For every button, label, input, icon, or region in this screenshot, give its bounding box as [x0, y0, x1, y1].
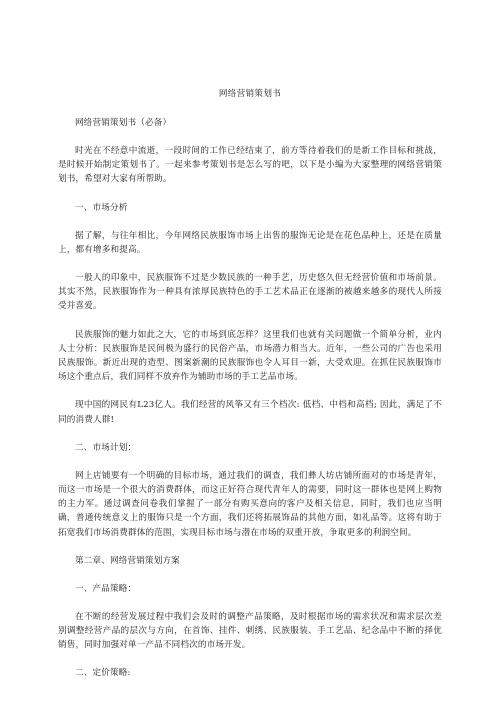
subtitle-heading: 网络营销策划书（必备） [75, 118, 172, 128]
paragraph-market-3: 民族服饰的魅力如此之大，它的市场到底怎样？这里我们也就有关问题做一个简单分析，业内人士分析：民族服饰是民间极为盛行的民俗产品，市场潜力相当大。近年，一些公司的广告也采用民族服饰。新近出现的造型、图案新潮的民族服饰也令人耳目一新，大受欢迎。在抓住民族服饰市场这个重点后，我们同样不放弃作为辅助市场的手工艺品市场。 [58, 329, 442, 383]
paragraph-market-plan: 网上店铺要有一个明确的目标市场，通过我们的调查，我们彝人坊店铺所面对的市场是青年，而这一市场是一个很大的消费群体，而这正好符合现代青年人的需要，同时这一群体也是网上购物的主力军。通过调查问卷我们掌握了一部分有购买意向的客户及相关信息，同时，我们也应当明确，普通传统意义上的服饰只是一个方面，我们还将拓展饰品的其他方面，如礼品等。这将有助于拓宽我们市场消费群体的范围，实现目标市场与潜在市场的双重开放，争取更多的利润空间。 [58, 470, 442, 538]
section-heading-product-strategy: 一、产品策略： [75, 583, 137, 594]
section-heading-market-plan: 二、市场计划： [75, 442, 137, 453]
chapter-heading-2: 第二章、网络营销策划方案 [75, 555, 180, 566]
section-heading-market-analysis: 一、市场分析 [75, 202, 128, 213]
paragraph-market-1: 据了解，与往年相比，今年网络民族服饰市场上出售的服饰无论是在花色品种上，还是在质量上，都有增多和提高。 [58, 230, 442, 255]
document-title: 网络营销策划书 [218, 89, 282, 99]
paragraph-product-strategy: 在不断的经营发展过程中我们会及时的调整产品策略，及时根据市场的需求状况和需求层次差别调整经营产品的层次与方向，在首饰、挂件、刺绣、民族服装、手工艺品、纪念品中不断的择优销售，同时加强对单一产品不同档次的市场开发。 [58, 611, 442, 651]
intro-paragraph: 时光在不经意中流逝，一段时间的工作已经结束了，前方等待着我们的是新工作目标和挑战，是时候开始制定策划书了。一起来参考策划书是怎么写的吧，以下是小编为大家整理的网络营销策划书，希望对大家有所帮助。 [58, 146, 442, 185]
paragraph-market-2: 一般人的印象中，民族服饰不过是少数民族的一种手艺，历史悠久但无经营价值和市场前景。其实不然，民族服饰作为一种具有浓厚民族特色的手工艺术品正在逐渐的被越来越多的现代人所接受并喜爱。 [58, 273, 442, 312]
paragraph-market-4: 现中国的网民有L23亿人。我们经营的风筝又有三个档次: 低档、中档和高档; 因此，满足了不同的消费人群! [58, 400, 442, 425]
section-heading-pricing-strategy: 二、定价策略: [75, 668, 131, 679]
